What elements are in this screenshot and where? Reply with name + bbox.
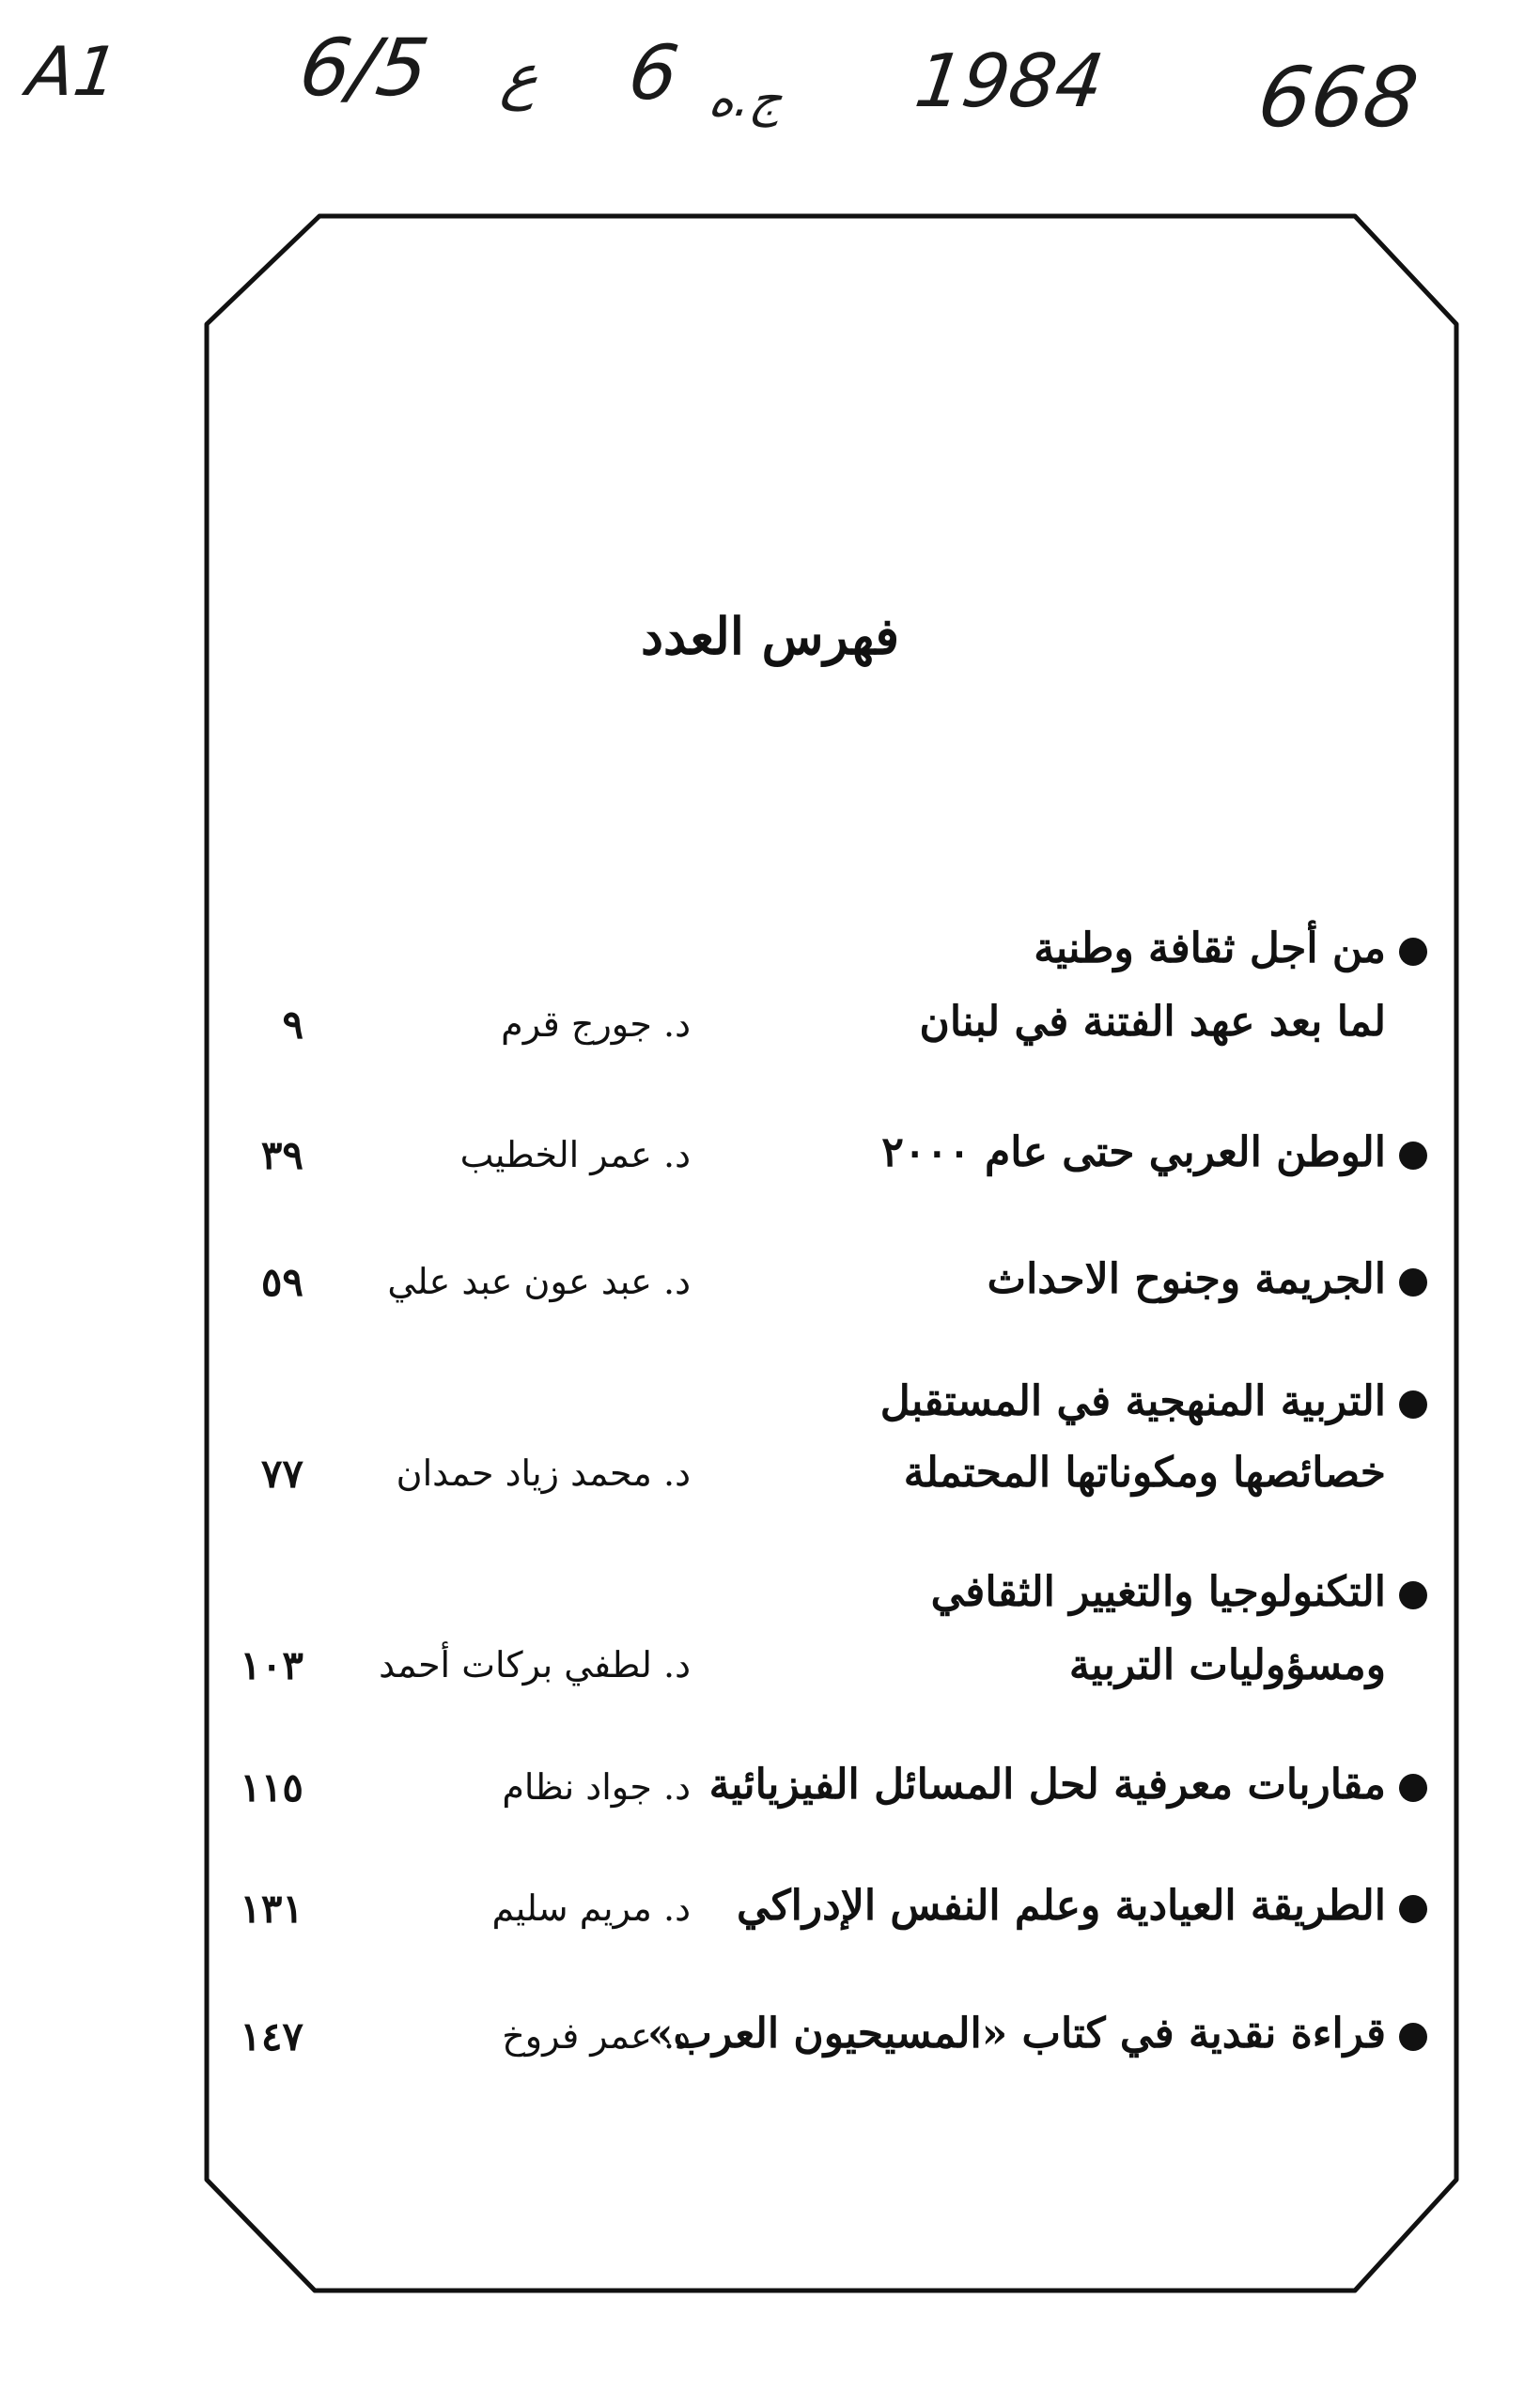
page-title: فهرس العدد [640, 606, 900, 666]
entry-title-line: قراءة نقدية في كتاب «المسيحيون العرب» [647, 2010, 1386, 2058]
bullet-icon [1399, 1581, 1427, 1609]
entry-title [713, 1256, 1427, 1304]
handwritten-issue: 6/5 [294, 22, 435, 114]
entry-title [713, 1378, 1427, 1426]
bullet-icon [1399, 1895, 1427, 1923]
entry-page-number: ٧٧ [260, 1451, 303, 1497]
entry-title-line: التربية المنهجية في المستقبل [879, 1377, 1386, 1425]
bullet-icon [1399, 938, 1427, 966]
entry-title-line: الجريمة وجنوح الاحداث [987, 1255, 1386, 1303]
entry-page-number: ٩ [282, 1002, 303, 1048]
bullet-icon [1399, 1390, 1427, 1419]
entry-title [713, 925, 1427, 973]
entry-page-number: ٥٩ [260, 1259, 303, 1305]
entry-title-line: التكنولوجيا والتغيير الثقافي [930, 1568, 1386, 1616]
entry-title-line: من أجل ثقافة وطنية [1034, 924, 1386, 972]
entry-page-number: ١١٥ [240, 1764, 303, 1810]
handwritten-number: 668 [1252, 49, 1424, 146]
bullet-icon [1399, 1142, 1427, 1170]
entry-author: د. محمد زياد حمدان [396, 1452, 691, 1494]
entry-author: د. عمر فروخ [502, 2015, 691, 2057]
entry-author: د. جواد نظام [502, 1766, 691, 1808]
handwritten-year: 1984 [910, 39, 1109, 124]
entry-author: د. عبد عون عبد علي [387, 1261, 691, 1302]
entry-title [713, 1883, 1427, 1931]
entry-author: د. عمر الخطيب [459, 1134, 691, 1175]
entry-page-number: ١٣١ [240, 1886, 303, 1932]
entry-title [713, 1129, 1427, 1177]
entry-title-line: الوطن العربي حتى عام ٢٠٠٠ [881, 1128, 1386, 1176]
entry-title-line: الطريقة العيادية وعلم النفس الإدراكي [737, 1882, 1386, 1930]
entry-title-line: ومسؤوليات التربية [1068, 1641, 1386, 1689]
entry-title [647, 2010, 1427, 2058]
handwritten-volume-label: ع [497, 42, 544, 112]
entry-author: د. جورج قرم [501, 1003, 691, 1045]
entry-page-number: ٣٩ [260, 1132, 303, 1178]
entry-title [713, 1569, 1427, 1617]
bullet-icon [1399, 1774, 1427, 1802]
entry-title-line: خصائصها ومكوناتها المحتملة [903, 1449, 1386, 1497]
entry-page-number: ١٠٣ [240, 1642, 303, 1688]
entry-author: د. لطفي بركات أحمد [379, 1644, 691, 1685]
entry-title-line: مقاربات معرفية لحل المسائل الفيزيائية [708, 1761, 1386, 1809]
bullet-icon [1399, 2023, 1427, 2051]
bullet-icon [1399, 1268, 1427, 1297]
entry-author: د. مريم سليم [491, 1887, 691, 1929]
handwritten-volume-number: 6 [623, 29, 684, 116]
handwritten-code: A1 [23, 32, 123, 111]
entry-title-line: لما بعد عهد الفتنة في لبنان [919, 998, 1386, 1046]
entry-title [708, 1761, 1427, 1810]
handwritten-part-label: ج.ه [705, 71, 786, 128]
entry-page-number: ١٤٧ [240, 2013, 303, 2059]
